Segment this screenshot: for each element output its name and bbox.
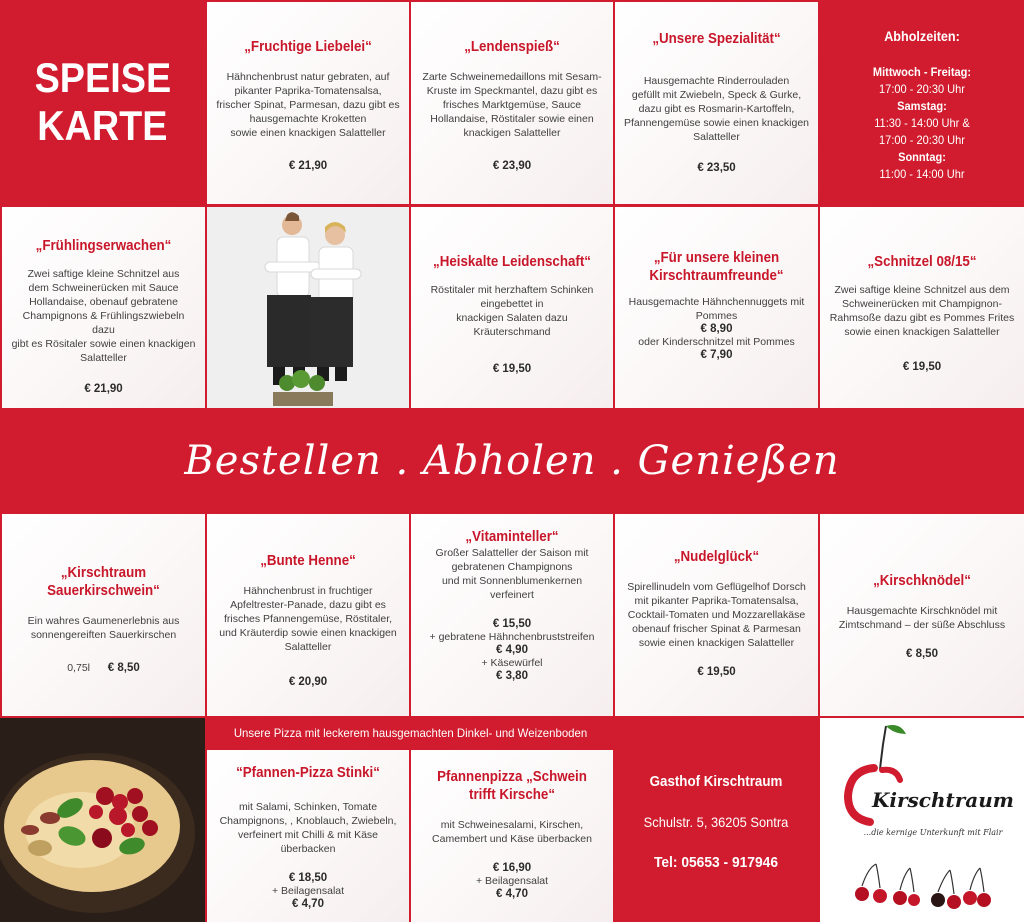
contact-info xyxy=(614,750,818,922)
restaurant-phone[interactable]: Tel: 05653 - 917946 xyxy=(653,854,779,871)
menu-title-line1: SPEISE xyxy=(34,54,171,101)
item-description: Ein wahres Gaumenerlebnis aus sonnengereiften Sauerkirschen xyxy=(27,615,180,641)
item-price-extra-chicken: € 4,90 xyxy=(496,644,528,656)
item-extra-cheese: + Käsewürfel xyxy=(481,657,543,669)
menu-item-lendenspiess xyxy=(411,2,613,204)
menu-item-heiskalte-leidenschaft xyxy=(411,207,613,408)
item-price-extra-cheese: € 3,80 xyxy=(496,670,528,682)
item-price: € 20,90 xyxy=(288,676,328,688)
item-price: € 16,90 xyxy=(492,862,532,874)
pickup-hours-line: Mittwoch - Freitag: xyxy=(872,65,972,79)
item-description: Hähnchenbrust in fruchtiger Apfeltrester-Panade, dazu gibt es frisches Pfannengemüse, Röstitaler, und Kräuterdip sowie einen knackigen Salatteller xyxy=(219,585,397,653)
item-volume: 0,75l xyxy=(67,662,90,674)
pickup-hours-heading: Abholzeiten: xyxy=(884,28,960,44)
item-price: € 21,90 xyxy=(84,383,123,395)
pickup-hours-list xyxy=(820,64,1024,183)
menu-item-kinder xyxy=(615,207,818,408)
item-description: Hausgemachte Kirschknödel mit Zimtschmand – der süße Abschluss xyxy=(838,605,1006,631)
item-price: € 23,90 xyxy=(492,160,532,172)
item-description: Zwei saftige kleine Schnitzel aus dem Schweinerücken mit Sauce Hollandaise, obenauf gebratene Champignons & Frühlingszwiebeln dazu gibt es Rösitaler sowie einen knackigen Salatteller xyxy=(11,268,196,364)
menu-item-fruehlingserwachen xyxy=(2,207,205,408)
item-price: € 23,50 xyxy=(697,162,736,174)
pickup-hours-line: Sonntag: xyxy=(898,150,946,164)
pickup-hours-line: Samstag: xyxy=(897,99,947,113)
item-description: mit Schweinesalami, Kirschen, Camembert und Käse überbacken xyxy=(432,819,592,845)
pickup-hours-line: 11:00 - 14:00 Uhr xyxy=(879,167,965,181)
item-title-line2: Kirschtraumfreunde“ xyxy=(649,268,784,284)
item-title-line2: trifft Kirsche“ xyxy=(469,787,555,803)
kirschtraum-logo xyxy=(820,718,1024,922)
item-price: € 19,50 xyxy=(697,666,736,678)
pizza-photo xyxy=(0,718,205,922)
item-title-line2: Sauerkirschwein“ xyxy=(47,583,160,599)
item-price-nuggets: € 8,90 xyxy=(700,323,733,335)
menu-item-schnitzel-0815 xyxy=(820,207,1024,408)
pickup-hours-line: 11:30 - 14:00 Uhr & xyxy=(874,116,970,130)
item-price: € 8,50 xyxy=(906,648,938,660)
item-price: € 18,50 xyxy=(288,872,328,884)
pickup-hours xyxy=(820,0,1024,204)
item-description: Hausgemachte Hähnchennuggets mit Pommes xyxy=(628,296,805,322)
item-title: „Unsere Spezialität“ xyxy=(652,31,781,47)
item-price: € 19,50 xyxy=(902,361,942,373)
restaurant-address: Schulstr. 5, 36205 Sontra xyxy=(643,814,789,830)
pickup-hours-line: 17:00 - 20:30 Uhr xyxy=(879,82,965,96)
restaurant-name: Gasthof Kirschtraum xyxy=(649,774,783,790)
menu-item-bunte-henne xyxy=(207,514,409,716)
item-title-line1: „Für unsere kleinen xyxy=(653,250,780,266)
menu-item-vitaminteller xyxy=(411,514,613,716)
item-title-line1: Pfannenpizza „Schwein xyxy=(437,769,587,785)
item-description-kids-schnitzel: oder Kinderschnitzel mit Pommes xyxy=(638,336,795,348)
item-description: Hähnchenbrust natur gebraten, auf pikanter Paprika-Tomatensalsa, frischer Spinat, Parmesan, dazu gibt es hausgemachte Kroketten sowie einen knackigen Salatteller xyxy=(216,71,400,139)
menu-item-sauerkirschwein xyxy=(2,514,205,716)
menu-item-pizza-schwein-kirsche xyxy=(411,750,613,922)
menu-title-line2: KARTE xyxy=(37,102,168,149)
logo-name: Kirschtraum xyxy=(872,788,1014,812)
item-price: € 19,50 xyxy=(492,363,532,375)
chefs-photo xyxy=(207,207,409,408)
item-title: „Fruchtige Liebelei“ xyxy=(244,39,372,55)
item-description: Hausgemachte Rinderrouladen gefüllt mit Zwiebeln, Speck & Gurke, dazu gibt es Rosmarin-Kartoffeln, Pfannengemüse sowie einen knackigen Salatteller xyxy=(623,75,810,143)
menu-item-fruchtige-liebelei xyxy=(207,2,409,204)
menu-item-kirschknoedel xyxy=(820,514,1024,716)
item-title: „Frühlingserwachen“ xyxy=(35,238,172,254)
item-extra-chicken: + gebratene Hähnchenbruststreifen xyxy=(429,631,595,643)
item-title: „Nudelglück“ xyxy=(673,549,760,565)
item-description: Zarte Schweinemedaillons mit Sesam- Kruste im Speckmantel, dazu gibt es frisches Marktgemüse, Sauce Hollandaise, Röstitaler sowie einen knackigen Salatteller xyxy=(422,71,602,139)
item-description: Spirellinudeln vom Geflügelhof Dorsch mit pikanter Paprika-Tomatensalsa, Cocktail-Tomaten und Mozzarellakäse obenauf frischer Spinat & Parmesan sowie einen knackigen Salatteller xyxy=(627,581,806,649)
item-price-extra-salad: € 4,70 xyxy=(496,888,528,900)
slogan-banner xyxy=(0,410,1024,512)
item-price-row xyxy=(10,658,197,676)
item-price-extra-salad: € 4,70 xyxy=(292,898,324,910)
item-price-kids-schnitzel: € 7,90 xyxy=(700,349,733,361)
item-title-line1: „Kirschtraum xyxy=(60,565,147,581)
pickup-hours-line: 17:00 - 20:30 Uhr xyxy=(879,133,965,147)
item-title: “Pfannen-Pizza Stinki“ xyxy=(236,765,380,781)
item-description: mit Salami, Schinken, Tomate Champignons, , Knoblauch, Zwiebeln, verfeinert mit Chilli & mit Käse überbacken xyxy=(219,801,397,855)
item-title: „Heiskalte Leidenschaft“ xyxy=(433,254,591,270)
item-price: € 21,90 xyxy=(288,160,328,172)
menu-item-pizza-stinki xyxy=(207,750,409,922)
item-title: „Vitaminteller“ xyxy=(465,529,559,545)
item-price: € 15,50 xyxy=(492,618,532,630)
slogan-text: Bestellen . Abholen . Genießen xyxy=(184,438,840,484)
logo-tagline: ...die kernige Unterkunft mit Flair xyxy=(863,828,1003,837)
item-title: „Lendenspieß“ xyxy=(464,39,560,55)
menu-item-spezialitaet xyxy=(615,2,818,204)
item-extra-salad: + Beilagensalat xyxy=(475,875,549,887)
menu-item-nudelglueck xyxy=(615,514,818,716)
item-extra-salad: + Beilagensalat xyxy=(271,885,345,897)
item-description: Großer Salatteller der Saison mit gebratenen Champignons und mit Sonnenblumenkernen verfeinert xyxy=(435,547,589,601)
item-description: Zwei saftige kleine Schnitzel aus dem Schweinerücken mit Champignon- Rahmsoße dazu gibt es Pommes Frites sowie einen knackigen Salatteller xyxy=(829,284,1015,338)
item-price: € 8,50 xyxy=(107,662,140,674)
item-title: „Schnitzel 08/15“ xyxy=(867,254,977,270)
item-title: „Bunte Henne“ xyxy=(260,553,356,569)
item-description: Röstitaler mit herzhaftem Schinken eingebettet in knackigen Salaten dazu Kräuterschmand xyxy=(430,284,594,338)
menu-header xyxy=(0,0,205,204)
cherry-logo-icon xyxy=(820,718,1024,922)
item-title: „Kirschknödel“ xyxy=(873,573,971,589)
pizza-section-header: Unsere Pizza mit leckerem hausgemachten Dinkel- und Weizenboden xyxy=(233,726,588,740)
